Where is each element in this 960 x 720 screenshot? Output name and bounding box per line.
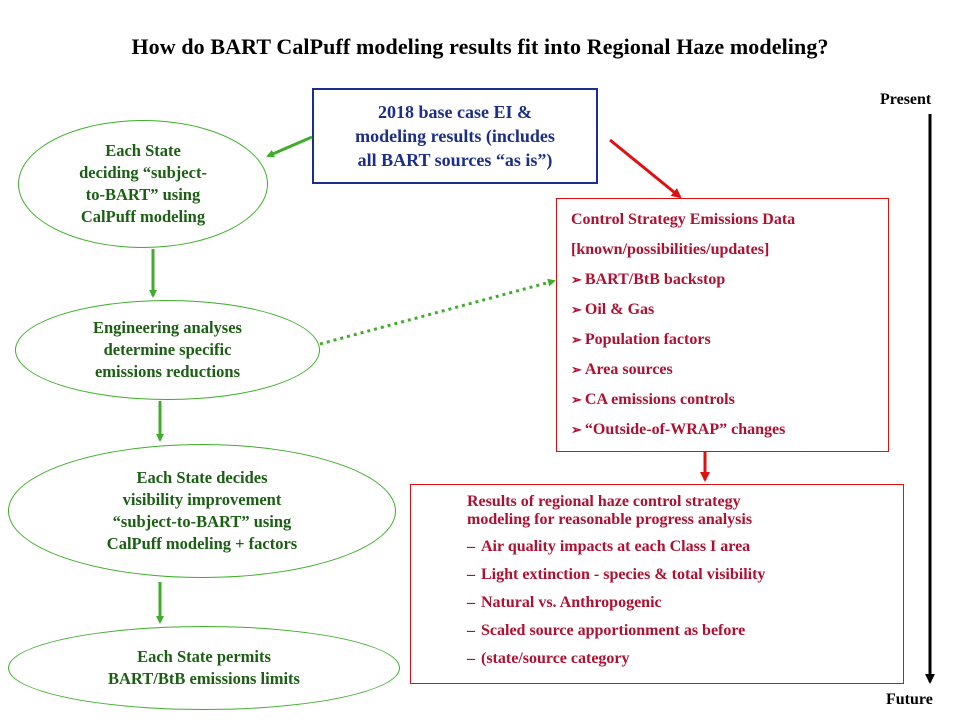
results-heading-line: Results of regional haze control strategy [467,493,741,510]
base-case-line: 2018 base case EI & [378,102,532,122]
step-line: Engineering analyses [93,318,242,337]
step-line: determine specific [103,340,232,359]
arrow-engineering-to-control [320,281,554,344]
control-strategy-item: ➢ Area sources [571,361,673,378]
control-strategy-subheading: [known/possibilities/updates] [571,241,770,258]
control-strategy-item: ➢ “Outside-of-WRAP” changes [571,421,786,438]
results-item: – Scaled source apportionment as before [467,622,746,639]
arrow-bullet-icon: ➢ [571,302,582,317]
arrow-bullet-icon: ➢ [571,422,582,437]
results-item: – (state/source category [467,650,630,667]
dash-bullet-icon: – [467,622,475,639]
results-item: – Natural vs. Anthropogenic [467,594,662,611]
step-line: emissions reductions [94,362,240,381]
step-line: BART/BtB emissions limits [108,669,300,688]
control-strategy-heading: Control Strategy Emissions Data [571,211,796,228]
results-item: – Light extinction - species & total visibility [467,566,766,583]
results-item: – Air quality impacts at each Class I area [467,538,751,555]
arrow-base-to-control [610,140,680,197]
step-line: Each State [105,141,181,160]
results-heading-line: modeling for reasonable progress analysis [467,511,753,528]
control-strategy-item: ➢ Population factors [571,331,711,348]
step-line: CalPuff modeling [80,207,206,226]
dash-bullet-icon: – [467,538,475,555]
dash-bullet-icon: – [467,566,475,583]
step-line: visibility improvement [122,490,282,509]
step-line: Each State decides [136,468,268,487]
arrow-base-to-subject [268,137,312,156]
step-line: Each State permits [137,647,271,666]
base-case-line: modeling results (includes [355,126,555,146]
step-line: to-BART” using [85,185,201,204]
arrow-bullet-icon: ➢ [571,392,582,407]
timeline-present-label: Present [880,91,932,108]
dash-bullet-icon: – [467,650,475,667]
step-line: “subject-to-BART” using [112,512,292,531]
arrow-bullet-icon: ➢ [571,362,582,377]
arrow-bullet-icon: ➢ [571,272,582,287]
base-case-line: all BART sources “as is”) [357,150,553,170]
dash-bullet-icon: – [467,594,475,611]
control-strategy-item: ➢ BART/BtB backstop [571,271,726,288]
control-strategy-item: ➢ Oil & Gas [571,301,655,318]
timeline-future-label: Future [886,691,933,708]
page-title: How do BART CalPuff modeling results fit into Regional Haze modeling? [131,34,829,59]
arrow-bullet-icon: ➢ [571,332,582,347]
step-line: CalPuff modeling + factors [106,534,298,553]
control-strategy-item: ➢ CA emissions controls [571,391,735,408]
step-line: deciding “subject- [79,163,207,182]
